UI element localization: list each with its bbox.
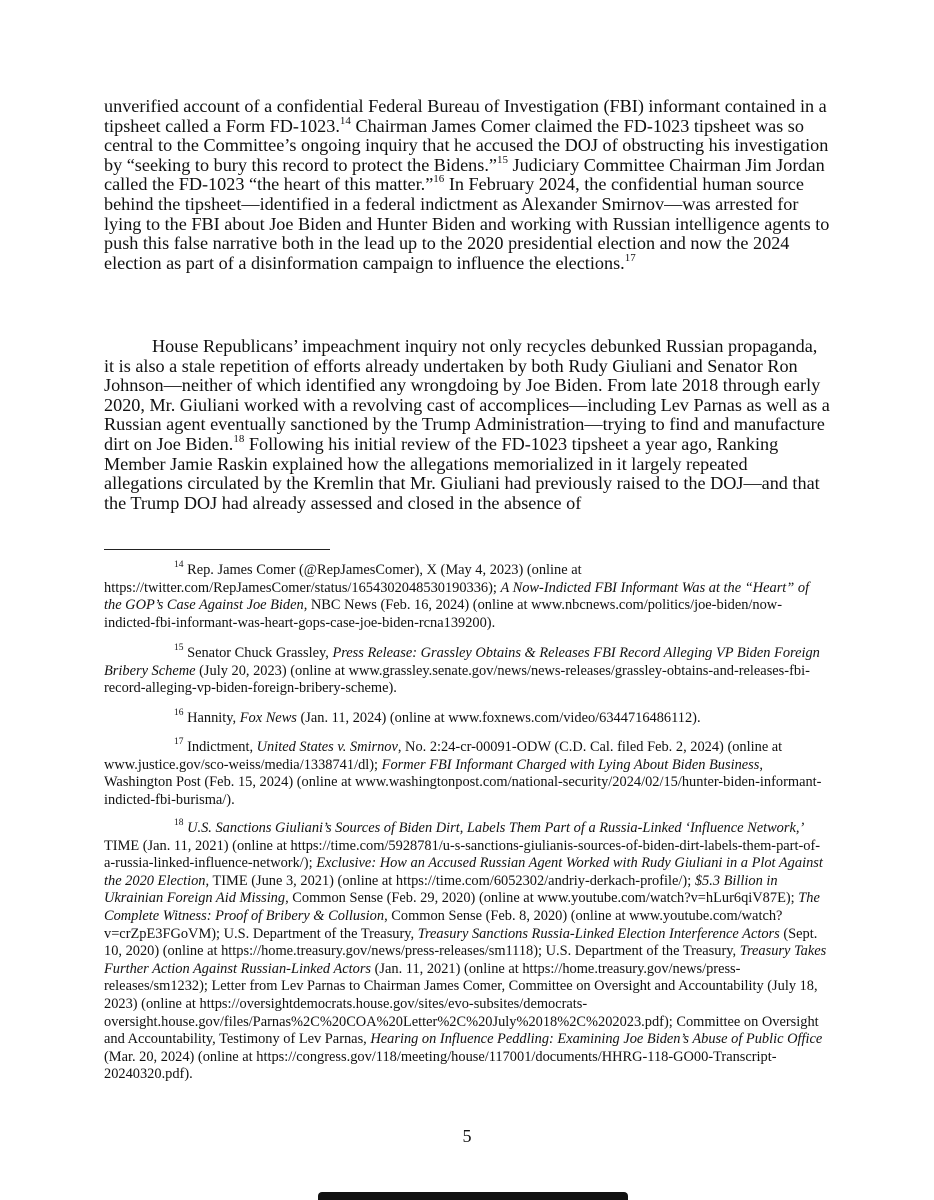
citation-title: U.S. Sanctions Giuliani’s Sources of Biden Dirt, Labels Them Part of a Russia-Linked ‘Influence Network,’ (187, 820, 805, 836)
text-run: (July 20, 2023) (online at www.grassley.senate.gov/news/news-releases/grassley-obtains-and-releases-fbi-record-alleging-vp-biden-foreign-bribery-scheme). (104, 662, 810, 697)
text-run: Chairman James Comer claimed the FD-1023 tipsheet was so central to the Committee’s ongoing inquiry that he accused the DOJ of obstructing his investigation by “seeking to bury this record to protect the Bidens.” (104, 115, 829, 175)
text-run: (Sept. 10, 2020) (online at https://home.treasury.gov/news/press-releases/sm1118); U.S. Department of the Treasury, (104, 925, 818, 960)
text-run: unverified account of a confidential Federal Bureau of Investigation (FBI) informant contained in a tipsheet called a Form FD-1023. (104, 96, 827, 136)
footnote-reference: 15 (174, 643, 184, 654)
footnote-reference: 14 (174, 560, 184, 571)
text-run: Senator Chuck Grassley, (183, 645, 333, 661)
footnote-14 (104, 562, 830, 632)
citation-title: Exclusive: How an Accused Russian Agent Worked with Rudy Giuliani in a Plot Against the 2020 Election (104, 855, 823, 889)
citation-title: A Now-Indicted FBI Informant Was at the “Heart” of the GOP’s Case Against Joe Biden (104, 579, 810, 614)
citation-title: Treasury Sanctions Russia-Linked Election Interference Actors (417, 925, 780, 942)
text-run: , No. 2:24-cr-00091-ODW (C.D. Cal. filed Feb. 2, 2024) (online at www.justice.gov/sco-weiss/media/1338741/dl); (104, 739, 783, 773)
text-run: , Common Sense (Feb. 8, 2020) (online at www.youtube.com/watch?v=crZpE3FGoVM); U.S. Department of the Treasury, (104, 907, 783, 942)
footnote-17 (104, 739, 830, 809)
footnote-separator (104, 549, 330, 550)
footnote-reference: 15 (496, 153, 508, 166)
text-run: , NBC News (Feb. 16, 2024) (online at www.nbcnews.com/politics/joe-biden/now-indicted-fbi-informant-was-heart-gops-case-joe-biden-rcna139200). (104, 597, 782, 631)
footnote-18 (104, 820, 830, 1084)
text-run: TIME (Jan. 11, 2021) (online at https://time.com/5928781/u-s-sanctions-giulianis-sources-of-biden-dirt-labels-them-part-of-a-russia-linked-influence-network/); (104, 837, 821, 872)
text-run: In February 2024, the confidential human source behind the tipsheet—identified in a federal indictment as Alexander Smirnov—was arrested for lying to the FBI about Joe Biden and Hunter Biden and working with Russian intelligence agents to push this false narrative both in the lead up to the 2020 presidential election and now the 2024 election as part of a disinformation campaign to influence the elections. (104, 174, 830, 273)
citation-title: Press Release: Grassley Obtains & Releases FBI Record Alleging VP Biden Foreign Bribery Scheme (104, 645, 820, 679)
footnote-reference: 17 (174, 737, 184, 748)
citation-title: Hearing on Influence Peddling: Examining Joe Biden’s Abuse of Public Office (370, 1031, 823, 1048)
text-run: , TIME (June 3, 2021) (online at https://time.com/6052302/andriy-derkach-profile/); (205, 872, 695, 889)
text-run: Indictment, (183, 739, 257, 755)
text-run: (Mar. 20, 2024) (online at https://congress.gov/118/meeting/house/117001/documents/HHRG-118-GO00-Transcript-20240320.pdf). (104, 1048, 777, 1083)
text-run: Hannity, (183, 710, 240, 726)
body-paragraph-2 (104, 337, 830, 513)
citation-title: Treasury Takes Further Action Against Russian-Linked Actors (104, 943, 827, 977)
footnote-reference: 16 (433, 173, 445, 186)
footnote-16 (104, 710, 830, 728)
citation-title: $5.3 Billion in Ukrainian Foreign Aid Missing (104, 872, 778, 907)
footnote-reference: 16 (174, 708, 184, 719)
footnote-reference: 18 (233, 432, 245, 445)
text-run: (Jan. 11, 2024) (online at www.foxnews.com/video/6344716486112). (296, 710, 701, 726)
text-run: , Common Sense (Feb. 29, 2020) (online at www.youtube.com/watch?v=hLur6qiV87E); (285, 890, 799, 907)
footnote-15 (104, 645, 830, 698)
citation-title: United States v. Smirnov (256, 739, 398, 755)
citation-title: Fox News (239, 710, 297, 726)
text-run: Judiciary Committee Chairman Jim Jordan called the FD-1023 “the heart of this matter.” (104, 154, 825, 195)
page-number: 5 (462, 1126, 472, 1146)
text-run: House Republicans’ impeachment inquiry not only recycles debunked Russian propaganda, it is also a stale repetition of efforts already undertaken by both Rudy Giuliani and Senator Ron Johnson—neither of which identified any wrongdoing by Joe Biden. From late 2018 through early 2020, Mr. Giuliani worked with a revolving cast of accomplices—including Lev Parnas as well as a Russian agent eventually sanctioned by the Trump Administration—trying to find and manufacture dirt on Joe Biden. (104, 336, 830, 454)
home-indicator-bar[interactable] (318, 1192, 628, 1200)
footnote-reference: 18 (174, 818, 184, 829)
footnote-reference: 14 (339, 114, 351, 127)
text-run: Rep. James Comer (@RepJamesComer), X (May 4, 2023) (online at https://twitter.com/RepJamesComer/status/1654302048530190336); (104, 562, 582, 596)
footnote-reference: 17 (624, 251, 636, 264)
text-run: (Jan. 11, 2021) (online at https://home.treasury.gov/news/press-releases/sm1232); Letter from Lev Parnas to Chairman James Comer, Committee on Oversight and Accountability (July 18, 2023) (online at https://oversightdemocrats.house.gov/sites/evo-subsites/democrats-oversight.house.gov/files/Parnas%2C%20COA%20Letter%2C%20July%2018%2C%202023.pdf); Committee on Oversight and Accountability, Testimony of Lev Parnas, (104, 960, 819, 1048)
text-run: , Washington Post (Feb. 15, 2024) (online at www.washingtonpost.com/national-security/2024/02/15/hunter-biden-informant-indicted-fbi-burisma/). (104, 756, 822, 808)
body-paragraph-1 (104, 97, 830, 273)
citation-title: The Complete Witness: Proof of Bribery & Collusion (104, 890, 820, 924)
text-run: Following his initial review of the FD-1023 tipsheet a year ago, Ranking Member Jamie Raskin explained how the allegations memorialized in it largely repeated allegations circulated by the Kremlin that Mr. Giuliani had previously raised to the DOJ—and that the Trump DOJ had already assessed and closed in the absence of (104, 433, 820, 513)
citation-title: Former FBI Informant Charged with Lying About Biden Business (381, 756, 760, 773)
